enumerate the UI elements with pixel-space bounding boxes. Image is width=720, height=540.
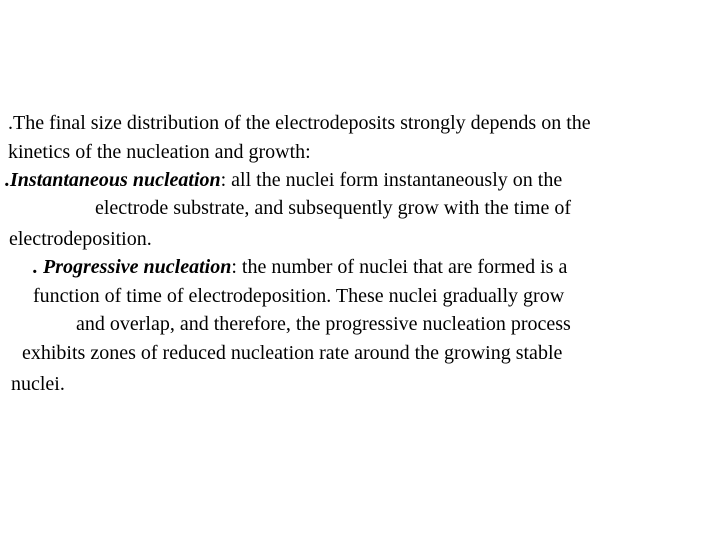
progressive-line-3: and overlap, and therefore, the progressive nucleation process — [76, 313, 571, 335]
progressive-line-5: nuclei. — [11, 373, 65, 395]
instantaneous-line-2: electrode substrate, and subsequently grow with the time of — [95, 197, 571, 219]
instantaneous-term: .Instantaneous nucleation — [5, 169, 221, 191]
progressive-line-2: function of time of electrodeposition. These nuclei gradually grow — [33, 285, 565, 307]
instantaneous-line-3: electrodeposition. — [9, 228, 152, 250]
intro-line-2: kinetics of the nucleation and growth: — [8, 141, 311, 163]
progressive-line-1 — [33, 255, 567, 279]
intro-line-1: .The final size distribution of the electrodeposits strongly depends on the — [8, 112, 591, 134]
progressive-term: . Progressive nucleation — [33, 256, 232, 278]
instantaneous-definition-start: : all the nuclei form instantaneously on the — [220, 169, 563, 191]
progressive-definition-start: : the number of nuclei that are formed is a — [231, 256, 568, 278]
instantaneous-line-1 — [5, 168, 562, 192]
progressive-line-4: exhibits zones of reduced nucleation rate around the growing stable — [22, 342, 563, 364]
